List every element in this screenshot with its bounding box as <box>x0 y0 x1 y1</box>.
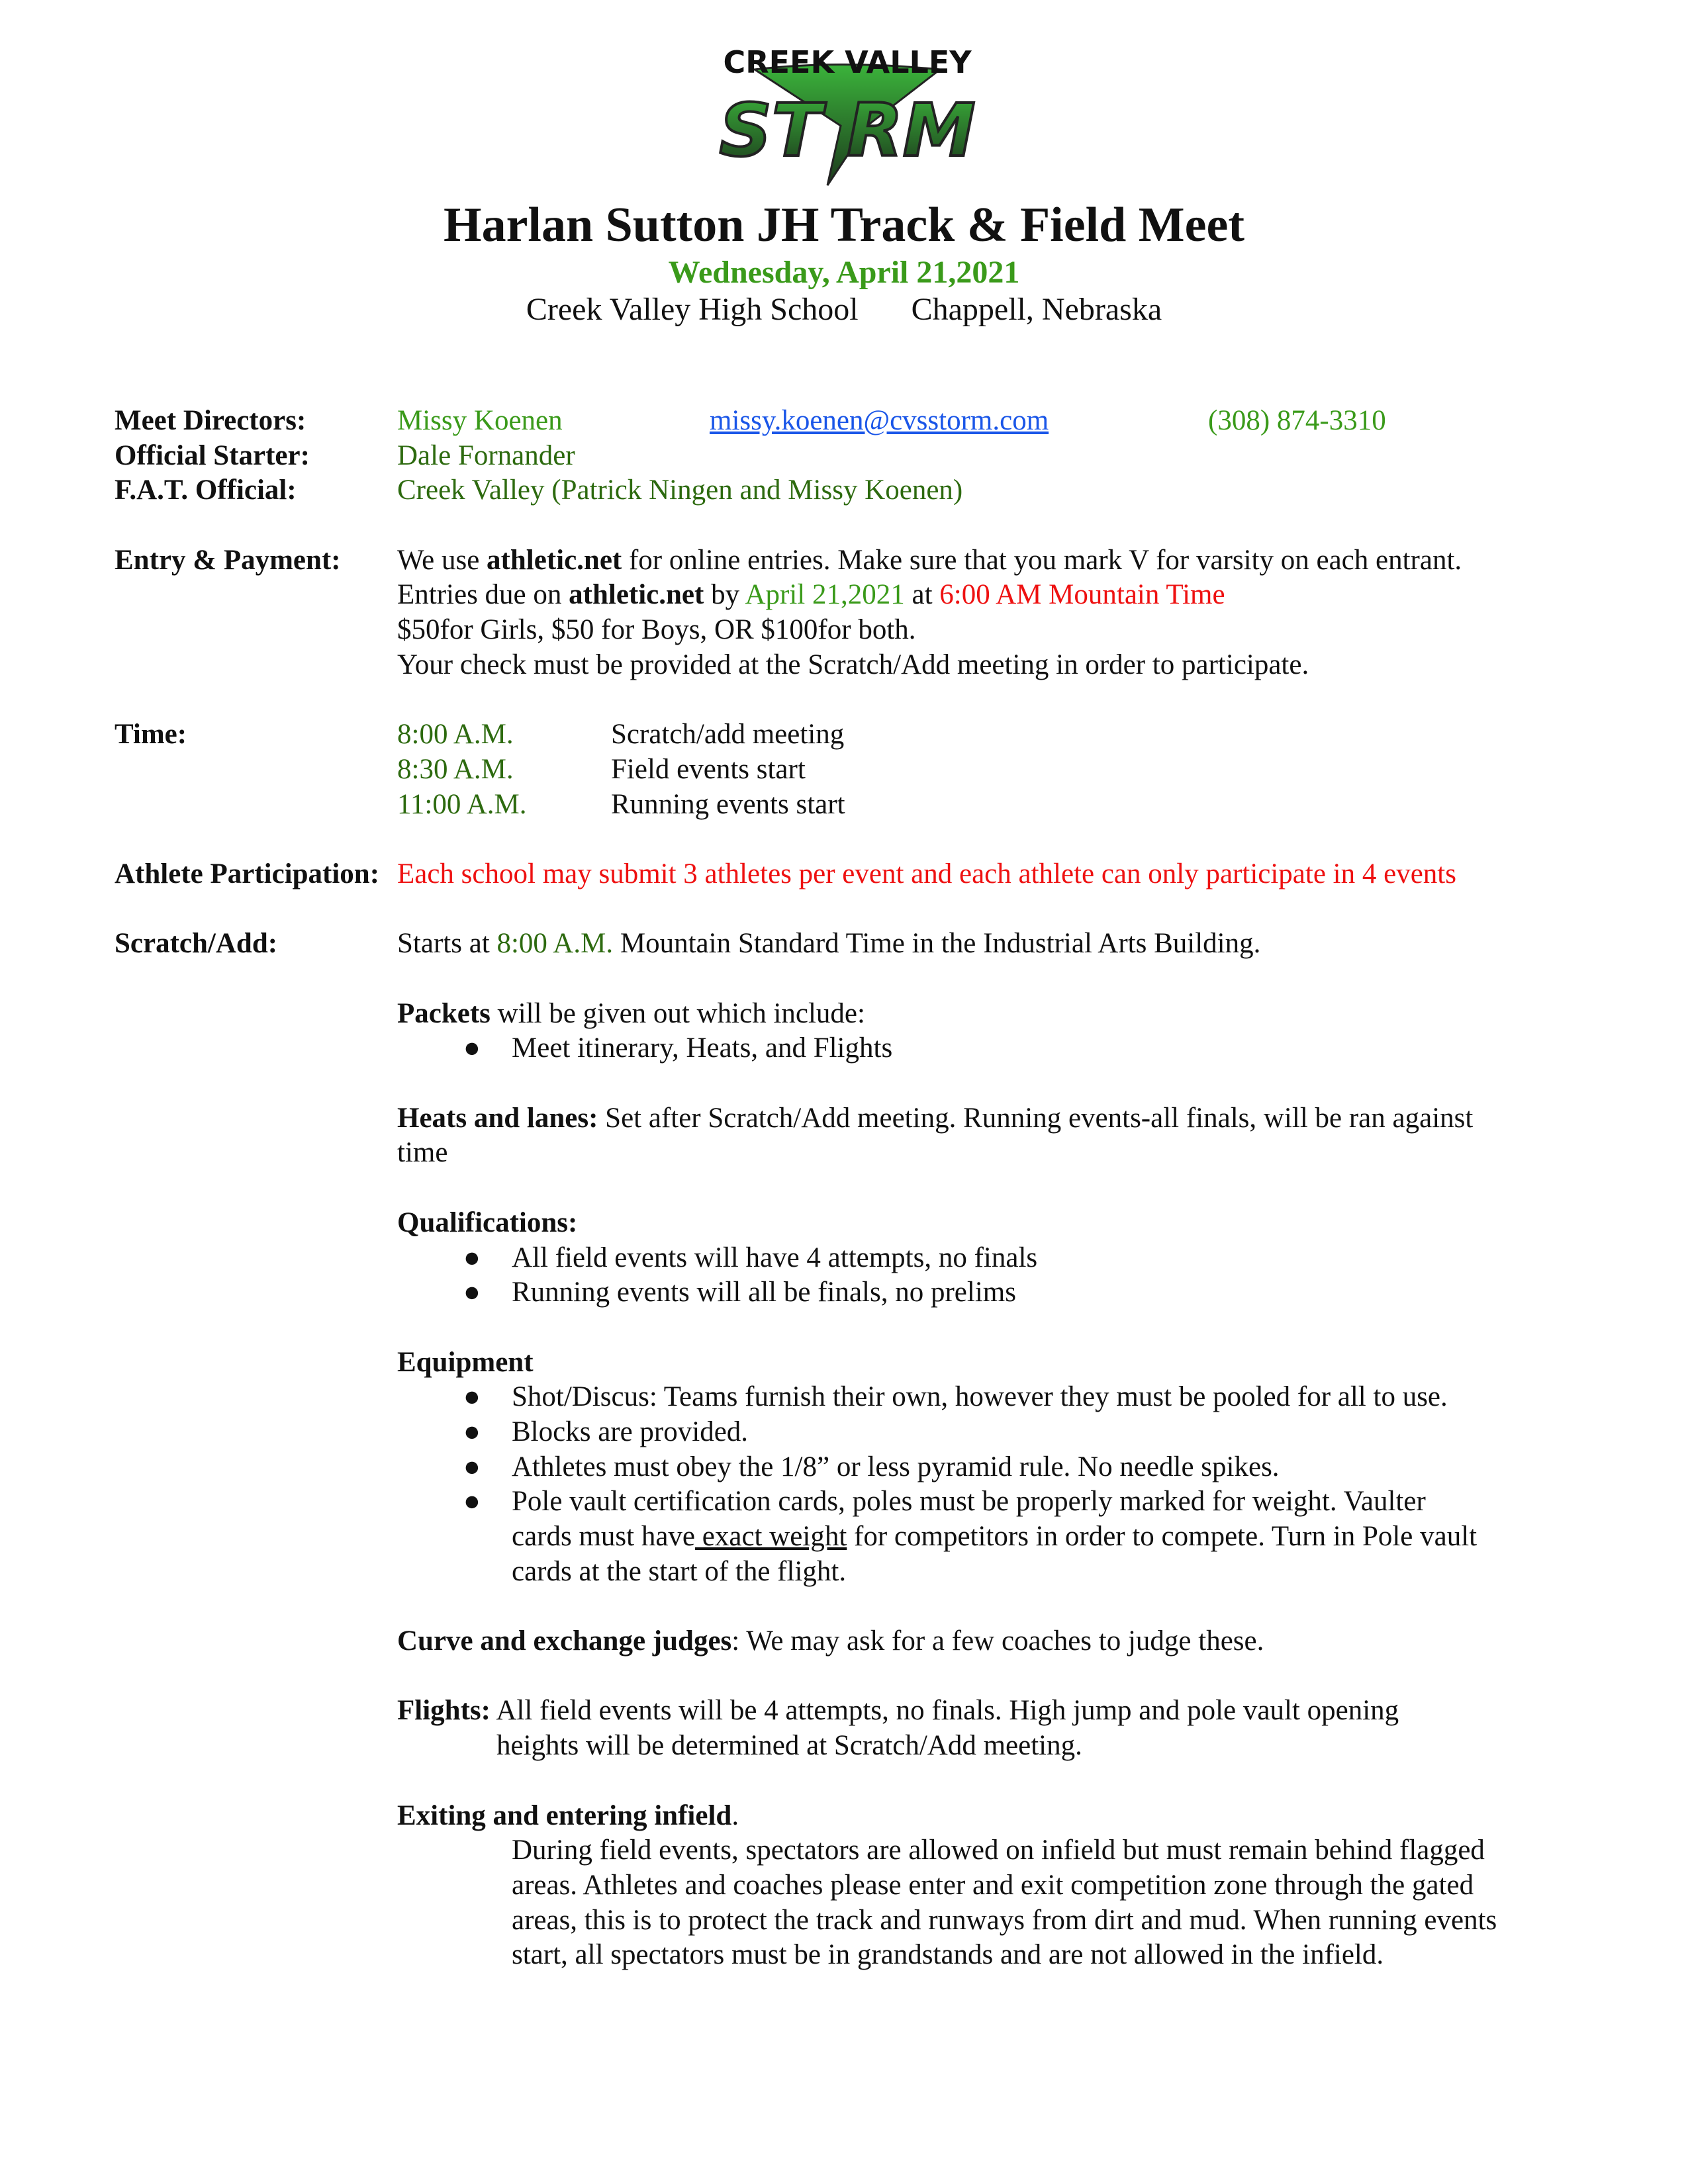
packets-heading: Packets will be given out which include: <box>397 997 865 1029</box>
bullet-icon: ● <box>463 1032 481 1064</box>
exiting-text: areas. Athletes and coaches please enter and exit competition zone through the gated <box>512 1869 1474 1901</box>
list-item-cont: cards at the start of the flight. <box>512 1555 847 1587</box>
bullet-icon: ● <box>463 1277 481 1308</box>
director-phone: (308) 874-3310 <box>1208 405 1386 436</box>
entry-label: Entry & Payment: <box>115 544 341 576</box>
equipment-heading: Equipment <box>397 1346 534 1378</box>
city-name: Chappell, Nebraska <box>911 292 1162 327</box>
svg-text:CREEK VALLEY: CREEK VALLEY <box>723 44 972 80</box>
exiting-text: During field events, spectators are allowed on infield but must remain behind flagged <box>512 1835 1485 1866</box>
starter-label: Official Starter: <box>115 439 310 471</box>
fat-value: Creek Valley (Patrick Ningen and Missy Koenen) <box>397 475 963 506</box>
entry-fees: $50for Girls, $50 for Boys, OR $100for both. <box>397 614 916 646</box>
meet-location <box>0 291 1688 328</box>
time-value: 8:00 A.M. <box>397 719 514 751</box>
time-value: 11:00 A.M. <box>397 788 527 820</box>
athlete-rule: Each school may submit 3 athletes per event and each athlete can only participate in 4 events <box>397 858 1456 889</box>
flights-text-cont: heights will be determined at Scratch/Add meeting. <box>496 1730 1082 1762</box>
exiting-text: areas, this is to protect the track and runways from dirt and mud. When running events <box>512 1904 1497 1936</box>
director-email-link[interactable]: missy.koenen@cvsstorm.com <box>710 405 1049 436</box>
exiting-heading: Exiting and entering infield. <box>397 1799 739 1831</box>
bullet-icon: ● <box>463 1486 481 1518</box>
time-desc: Field events start <box>611 753 806 785</box>
exiting-text: start, all spectators must be in grandstands and are not allowed in the infield. <box>512 1939 1384 1971</box>
time-label: Time: <box>115 719 187 751</box>
svg-text:ST RM: ST RM <box>719 88 976 173</box>
entry-line-1: We use athletic.net for online entries. Make sure that you mark V for varsity on each entrant. <box>397 544 1462 576</box>
list-item: All field events will have 4 attempts, no finals <box>512 1242 1038 1273</box>
list-item: Pole vault certification cards, poles must be properly marked for weight. Vaulter <box>512 1486 1426 1518</box>
time-value: 8:30 A.M. <box>397 753 514 785</box>
page-title: Harlan Sutton JH Track & Field Meet <box>444 198 1244 252</box>
entry-check-note: Your check must be provided at the Scratch/Add meeting in order to participate. <box>397 649 1309 680</box>
bullet-icon: ● <box>463 1242 481 1273</box>
heats-text-cont: time <box>397 1137 448 1169</box>
list-item: Running events will all be finals, no prelims <box>512 1277 1016 1308</box>
athlete-label: Athlete Participation: <box>115 858 380 889</box>
time-desc: Scratch/add meeting <box>611 719 845 751</box>
list-item: Shot/Discus: Teams furnish their own, however they must be pooled for all to use. <box>512 1381 1448 1413</box>
curve-judges-text: Curve and exchange judges: We may ask for a few coaches to judge these. <box>397 1625 1264 1657</box>
bullet-icon: ● <box>463 1381 481 1413</box>
director-name: Missy Koenen <box>397 405 563 436</box>
list-item: Meet itinerary, Heats, and Flights <box>512 1032 893 1064</box>
list-item: Blocks are provided. <box>512 1416 749 1447</box>
time-desc: Running events start <box>611 788 845 820</box>
flights-text: Flights: All field events will be 4 attempts, no finals. High jump and pole vault opening <box>397 1695 1399 1727</box>
heats-text: Heats and lanes: Set after Scratch/Add meeting. Running events-all finals, will be ran against <box>397 1102 1474 1134</box>
qualifications-heading: Qualifications: <box>397 1206 578 1238</box>
fat-label: F.A.T. Official: <box>115 475 297 506</box>
list-item-cont: cards must have exact weight for competitors in order to compete. Turn in Pole vault <box>512 1521 1477 1552</box>
starter-name: Dale Fornander <box>397 439 575 471</box>
scratch-value: Starts at 8:00 A.M. Mountain Standard Time in the Industrial Arts Building. <box>397 928 1261 960</box>
list-item: Athletes must obey the 1/8” or less pyramid rule. No needle spikes. <box>512 1451 1280 1482</box>
directors-label: Meet Directors: <box>115 405 306 436</box>
entry-line-2: Entries due on athletic.net by April 21,2021 at 6:00 AM Mountain Time <box>397 579 1225 611</box>
bullet-icon: ● <box>463 1451 481 1482</box>
scratch-label: Scratch/Add: <box>115 928 278 960</box>
school-name: Creek Valley High School <box>526 292 859 327</box>
meet-date: Wednesday, April 21,2021 <box>668 255 1020 290</box>
bullet-icon: ● <box>463 1416 481 1447</box>
logo <box>662 40 1033 192</box>
